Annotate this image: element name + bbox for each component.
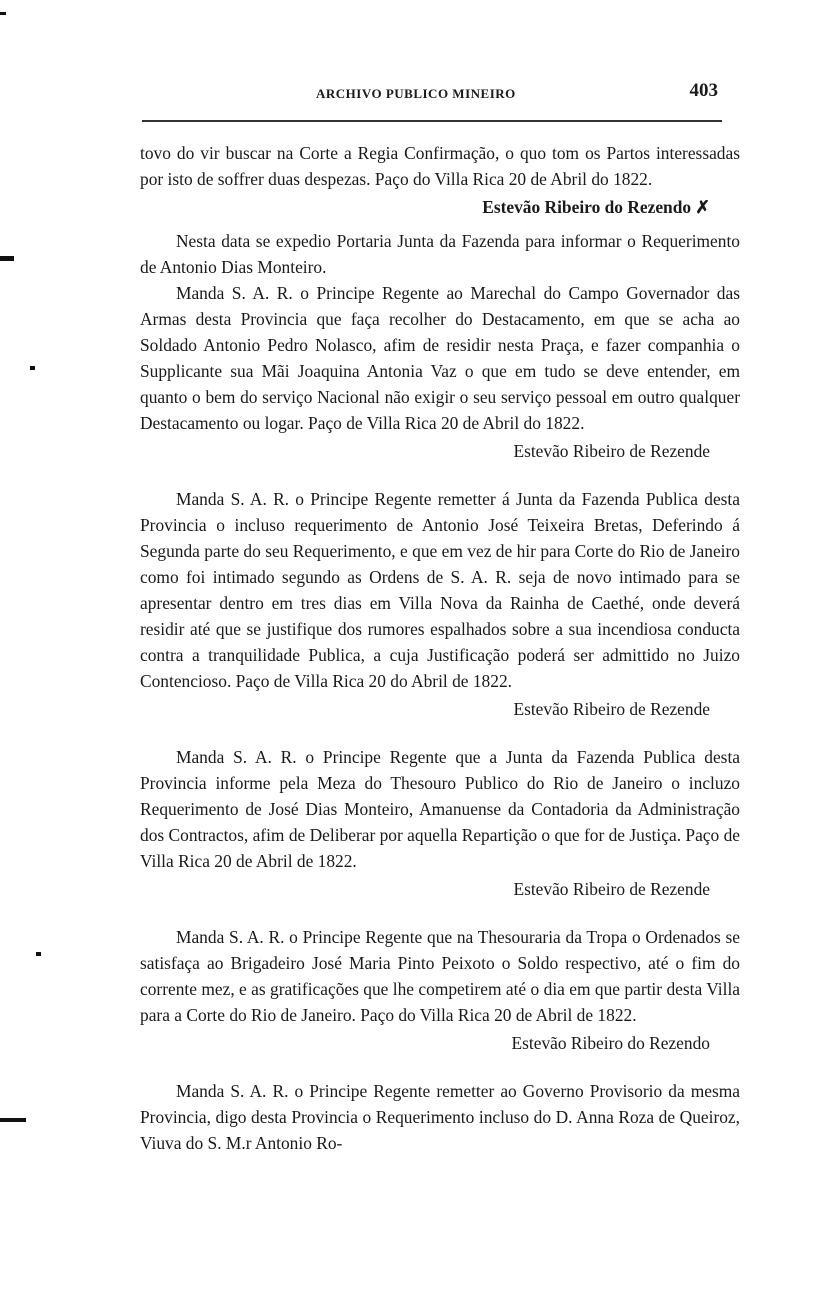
entry-signature: Estevão Ribeiro de Rezende [513, 879, 710, 899]
running-title: ARCHIVO PUBLICO MINEIRO [316, 86, 516, 101]
entry-text: Manda S. A. R. o Principe Regente que a Junta da Fazenda Publica desta Provincia informe pela Meza do Thesouro Publico do Rio de Janeiro o incluzo Requerimento de José Dias Monteiro, Amanuense da Contadoria da Administração dos Contractos, afim de Deliberar por aquella Repartição o que for de Justiça. Paço de Villa Rica 20 de Abril de 1822. [140, 747, 740, 871]
entry-text: Manda S. A. R. o Principe Regente remetter ao Governo Provisorio da mesma Provincia, digo desta Provincia o Requerimento incluso do D. Anna Roza de Queiroz, Viuva do S. M.r Antonio Ro- [140, 1081, 740, 1153]
entry [140, 486, 740, 722]
entry-text: tovo do vir buscar na Corte a Regia Confirmação, o quo tom os Partos interessadas por isto de soffrer duas despezas. Paço do Villa Rica 20 de Abril do 1822. [140, 143, 740, 189]
entry-text: Nesta data se expedio Portaria Junta da Fazenda para informar o Requerimento de Antonio Dias Monteiro. [140, 231, 740, 277]
entry-signature: Estevão Ribeiro do Rezendo [511, 1033, 710, 1053]
margin-mark-top [0, 12, 6, 15]
entry [140, 280, 740, 464]
entry [140, 924, 740, 1056]
header-rule [142, 120, 722, 122]
entry-signature: Estevão Ribeiro de Rezende [513, 441, 710, 461]
entry-text: Manda S. A. R. o Principe Regente ao Marechal do Campo Governador das Armas desta Provincia que faça recolher do Destacamento, em que se acha ao Soldado Antonio Pedro Nolasco, afim de residir nesta Praça, e fazer companhia o Supplicante sua Mãi Joaquina Antonia Vaz o que em tudo se deve entender, em quanto o bem do serviço Nacional não exigir o seu serviço pessoal em outro qualquer Destacamento ou logar. Paço de Villa Rica 20 de Abril do 1822. [140, 283, 740, 433]
page-number: 403 [689, 80, 718, 101]
entry [140, 744, 740, 902]
entry [140, 228, 740, 280]
entry-signature: Estevão Ribeiro do Rezendo ✗ [482, 197, 710, 217]
page-header [140, 80, 728, 110]
margin-mark-bottom [0, 1118, 26, 1122]
entry [140, 1078, 740, 1156]
entry [140, 140, 740, 220]
margin-mark-lower [36, 952, 41, 956]
entry-signature: Estevão Ribeiro de Rezende [513, 699, 710, 719]
entry-text: Manda S. A. R. o Principe Regente que na Thesouraria da Tropa o Ordenados se satisfaça ao Brigadeiro José Maria Pinto Peixoto o Soldo respectivo, até o fim do corrente mez, e as gratificações que lhe competirem até o dia em que partir desta Villa para a Corte do Rio de Janeiro. Paço do Villa Rica 20 de Abril de 1822. [140, 927, 740, 1025]
margin-mark-middle [30, 366, 35, 370]
document-body [140, 140, 740, 1156]
margin-mark-upper [0, 256, 14, 261]
entry-text: Manda S. A. R. o Principe Regente remetter á Junta da Fazenda Publica desta Provincia o incluso requerimento de Antonio José Teixeira Bretas, Deferindo á Segunda parte do seu Requerimento, e que em vez de hir para Corte do Rio de Janeiro como foi intimado segundo as Ordens de S. A. R. seja de novo intimado para se apresentar dentro em tres dias em Villa Nova da Rainha de Caethé, onde deverá residir até que se justifique dos rumores espalhados sobre a sua incendiosa conducta contra a tranquilidade Publica, a cuja Justificação poderá ser admittido no Juizo Contencioso. Paço de Villa Rica 20 do Abril de 1822. [140, 489, 740, 691]
